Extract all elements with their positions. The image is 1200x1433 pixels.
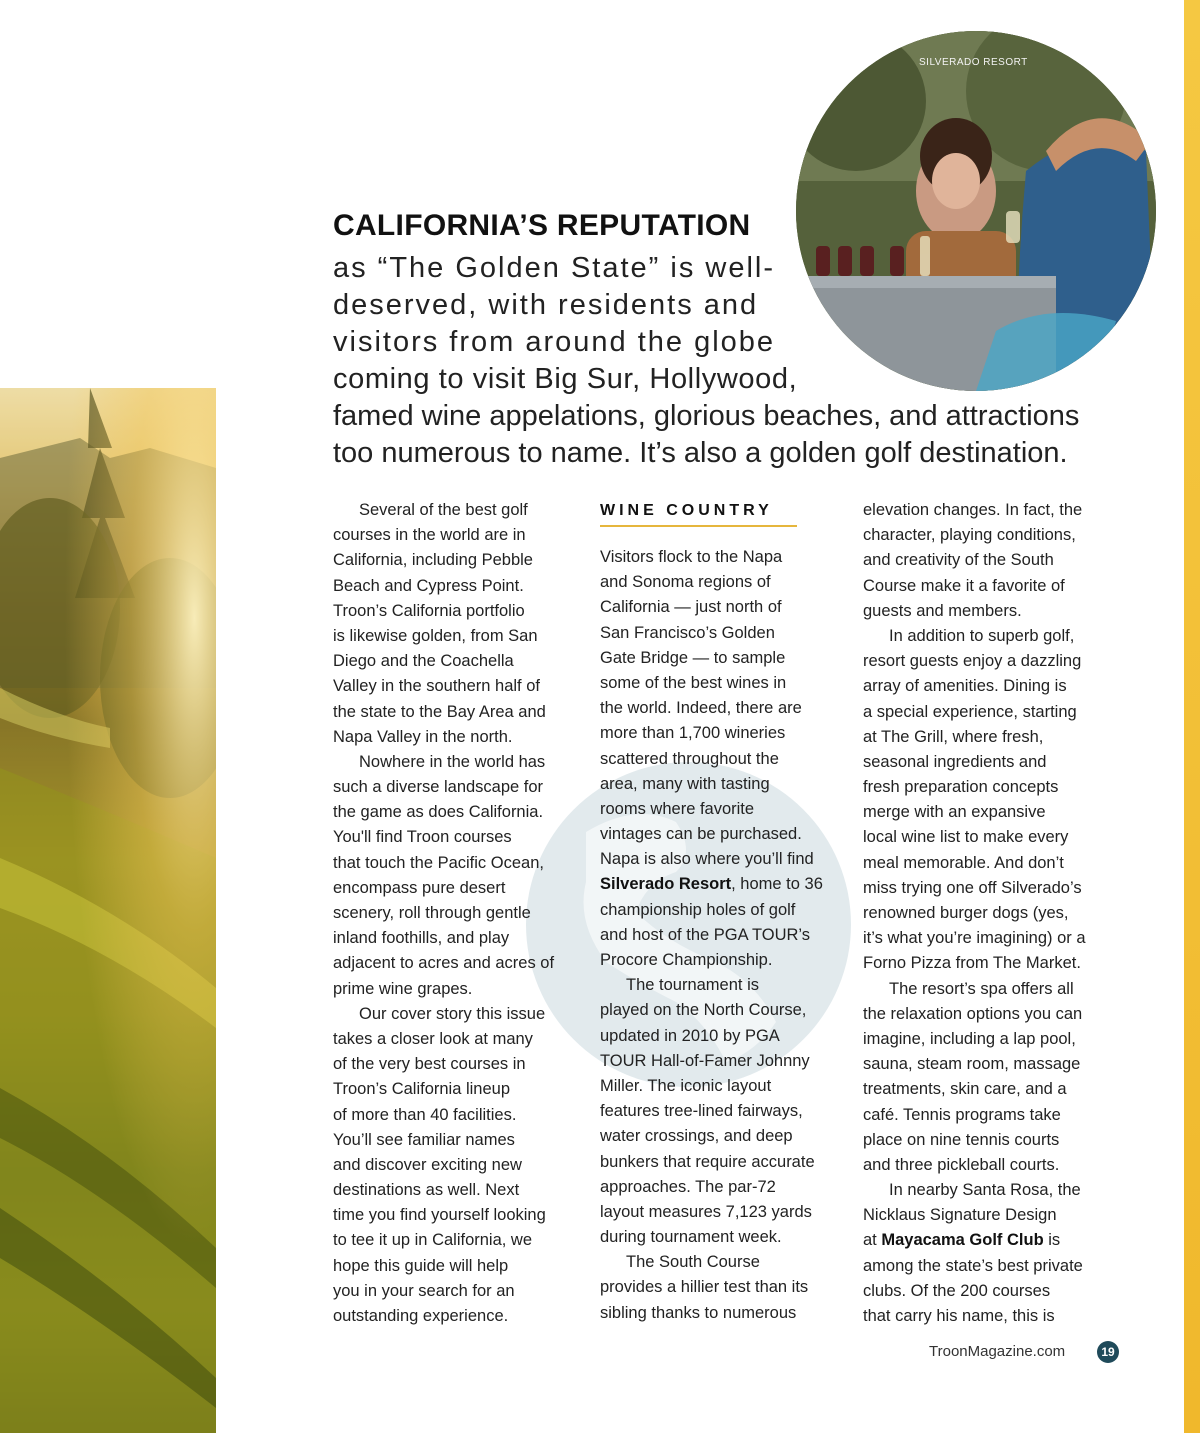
text-line: adjacent to acres and acres of [333, 954, 555, 973]
text-line: Gate Bridge — to sample [600, 648, 786, 667]
text-line: place on nine tennis courts [863, 1130, 1060, 1149]
headline-lead: CALIFORNIA’S REPUTATION [333, 209, 751, 242]
mayacama-golf-club-name: Mayacama Golf Club [881, 1231, 1044, 1250]
text-line: imagine, including a lap pool, [863, 1029, 1076, 1048]
text-line: In addition to superb golf, [889, 626, 1075, 645]
text-line: the world. Indeed, there are [600, 699, 802, 718]
text-line: time you find yourself looking [333, 1206, 546, 1225]
text-line: provides a hillier test than its [600, 1278, 809, 1297]
text-line: Several of the best golf [359, 501, 528, 519]
text-line: character, playing conditions, [863, 526, 1076, 545]
text-line: Valley in the southern half of [333, 677, 540, 696]
text-line: a special experience, starting [863, 702, 1077, 721]
text-line: California, including Pebble [333, 551, 533, 570]
body-column-2 [600, 498, 845, 1326]
text-line: Our cover story this issue [359, 1004, 546, 1023]
text-line: TOUR Hall-of-Famer Johnny [600, 1051, 810, 1070]
text-line: such a diverse landscape for [333, 778, 544, 797]
text-line: water crossings, and deep [600, 1127, 793, 1146]
text-line: fresh preparation concepts [863, 778, 1059, 797]
text-line: Nicklaus Signature Design [863, 1206, 1057, 1225]
headline-line-1: as “The Golden State” is well- [333, 252, 775, 284]
text-line: clubs. Of the 200 courses [863, 1281, 1051, 1300]
text-line: courses in the world are in [333, 526, 526, 545]
headline-line-2: deserved, with residents and [333, 289, 759, 321]
section-heading: WINE COUNTRY [600, 502, 773, 519]
text-line: area, many with tasting [600, 774, 770, 793]
text-line: local wine list to make every [863, 828, 1069, 847]
text-line [863, 1228, 1123, 1253]
text-line: rooms where favorite [600, 799, 755, 818]
text-line: California — just north of [600, 598, 782, 617]
section-rule [600, 525, 797, 527]
text-line: bunkers that require accurate [600, 1152, 815, 1171]
text-line: miss trying one off Silverado’s [863, 878, 1082, 897]
page-number-badge: 19 [1097, 1341, 1119, 1363]
gold-edge-strip [1184, 0, 1200, 1433]
text-line: café. Tennis programs take [863, 1105, 1061, 1124]
text-fragment: at [863, 1231, 882, 1250]
text-line: of the very best courses in [333, 1055, 526, 1074]
text-line: Beach and Cypress Point. [333, 576, 524, 595]
text-line: to tee it up in California, we [333, 1231, 533, 1250]
text-line: The tournament is [626, 976, 759, 995]
text-line: Procore Championship. [600, 951, 773, 969]
text-line: among the state’s best private [863, 1256, 1083, 1275]
text-line: at The Grill, where fresh, [863, 727, 1044, 746]
headline-line-3: visitors from around the globe [333, 326, 776, 358]
text-line: renowned burger dogs (yes, [863, 904, 1069, 922]
text-line: features tree-lined fairways, [600, 1102, 803, 1121]
silverado-resort-name: Silverado Resort [600, 875, 732, 894]
text-line: Diego and the Coachella [333, 652, 514, 671]
text-line: championship holes of golf [600, 900, 796, 919]
text-line: Napa Valley in the north. [333, 727, 513, 746]
text-line: that touch the Pacific Ocean, [333, 853, 544, 872]
text-line: encompass pure desert [333, 878, 506, 897]
text-line: and Sonoma regions of [600, 573, 771, 592]
text-line: Troon’s California portfolio [333, 601, 525, 620]
text-line: you in your search for an [333, 1281, 515, 1300]
text-line: prime wine grapes. [333, 979, 473, 998]
text-line: of more than 40 facilities. [333, 1105, 517, 1124]
text-line: San Francisco’s Golden [600, 623, 775, 642]
text-line: the game as does California. [333, 803, 544, 822]
text-line: You'll find Troon courses [333, 828, 512, 847]
text-line: elevation changes. In fact, the [863, 501, 1083, 519]
text-line: the relaxation options you can [863, 1004, 1083, 1023]
text-line: You’ll see familiar names [333, 1130, 515, 1149]
text-line: sauna, steam room, massage [863, 1055, 1081, 1074]
text-line: Visitors flock to the Napa [600, 548, 783, 566]
text-line: scattered throughout the [600, 749, 779, 768]
winery-dining-photo [796, 31, 1156, 391]
text-fragment: , home to 36 [731, 875, 823, 894]
text-line: inland foothills, and play [333, 929, 510, 948]
text-line: destinations as well. Next [333, 1181, 520, 1200]
text-line: it’s what you’re imagining) or a [863, 929, 1086, 948]
text-line: In nearby Santa Rosa, the [889, 1181, 1081, 1200]
text-line: hope this guide will help [333, 1256, 509, 1275]
text-line: Course make it a favorite of [863, 576, 1065, 595]
photo-credit: SILVERADO RESORT [919, 57, 1028, 68]
text-line: is likewise golden, from San [333, 626, 538, 645]
text-line: Forno Pizza from The Market. [863, 954, 1081, 973]
text-line: Troon’s California lineup [333, 1080, 511, 1099]
text-line [600, 872, 845, 897]
text-line: scenery, roll through gentle [333, 904, 531, 922]
text-line: Nowhere in the world has [359, 752, 546, 771]
text-line: vintages can be purchased. [600, 825, 802, 844]
text-line: meal memorable. And don’t [863, 853, 1064, 872]
text-line: and discover exciting new [333, 1155, 522, 1174]
text-fragment: is [1043, 1231, 1061, 1250]
body-column-3 [863, 498, 1123, 1329]
text-line: treatments, skin care, and a [863, 1080, 1067, 1099]
text-line: that carry his name, this is [863, 1307, 1055, 1325]
text-line: outstanding experience. [333, 1307, 509, 1325]
text-line: and creativity of the South [863, 551, 1054, 570]
text-line: guests and members. [863, 601, 1022, 620]
headline-line-5: famed wine appelations, glorious beaches, and attractions [333, 400, 1080, 432]
text-line: Napa is also where you’ll find [600, 850, 814, 869]
text-line: the state to the Bay Area and [333, 702, 546, 721]
footer-website: TroonMagazine.com [929, 1343, 1066, 1360]
text-line: during tournament week. [600, 1228, 782, 1247]
text-line: and three pickleball courts. [863, 1155, 1060, 1174]
text-line: approaches. The par-72 [600, 1177, 776, 1196]
golf-course-photo [0, 388, 216, 1433]
body-column-1 [333, 498, 583, 1329]
text-line: array of amenities. Dining is [863, 677, 1067, 696]
text-line: layout measures 7,123 yards [600, 1202, 812, 1221]
text-line: takes a closer look at many [333, 1029, 533, 1048]
text-line: updated in 2010 by PGA [600, 1026, 780, 1045]
text-line: seasonal ingredients and [863, 752, 1047, 771]
text-line: merge with an expansive [863, 803, 1046, 822]
headline-line-4: coming to visit Big Sur, Hollywood, [333, 363, 798, 395]
text-line: Miller. The iconic layout [600, 1076, 772, 1095]
headline-line-6: too numerous to name. It’s also a golden golf destination. [333, 437, 1068, 469]
text-line: The resort’s spa offers all [889, 979, 1074, 998]
text-line: and host of the PGA TOUR’s [600, 925, 811, 944]
text-line: The South Course [626, 1253, 760, 1272]
text-line: played on the North Course, [600, 1001, 807, 1020]
text-line: more than 1,700 wineries [600, 724, 786, 743]
text-line: sibling thanks to numerous [600, 1303, 797, 1322]
text-line: some of the best wines in [600, 673, 787, 692]
text-line: resort guests enjoy a dazzling [863, 652, 1082, 671]
